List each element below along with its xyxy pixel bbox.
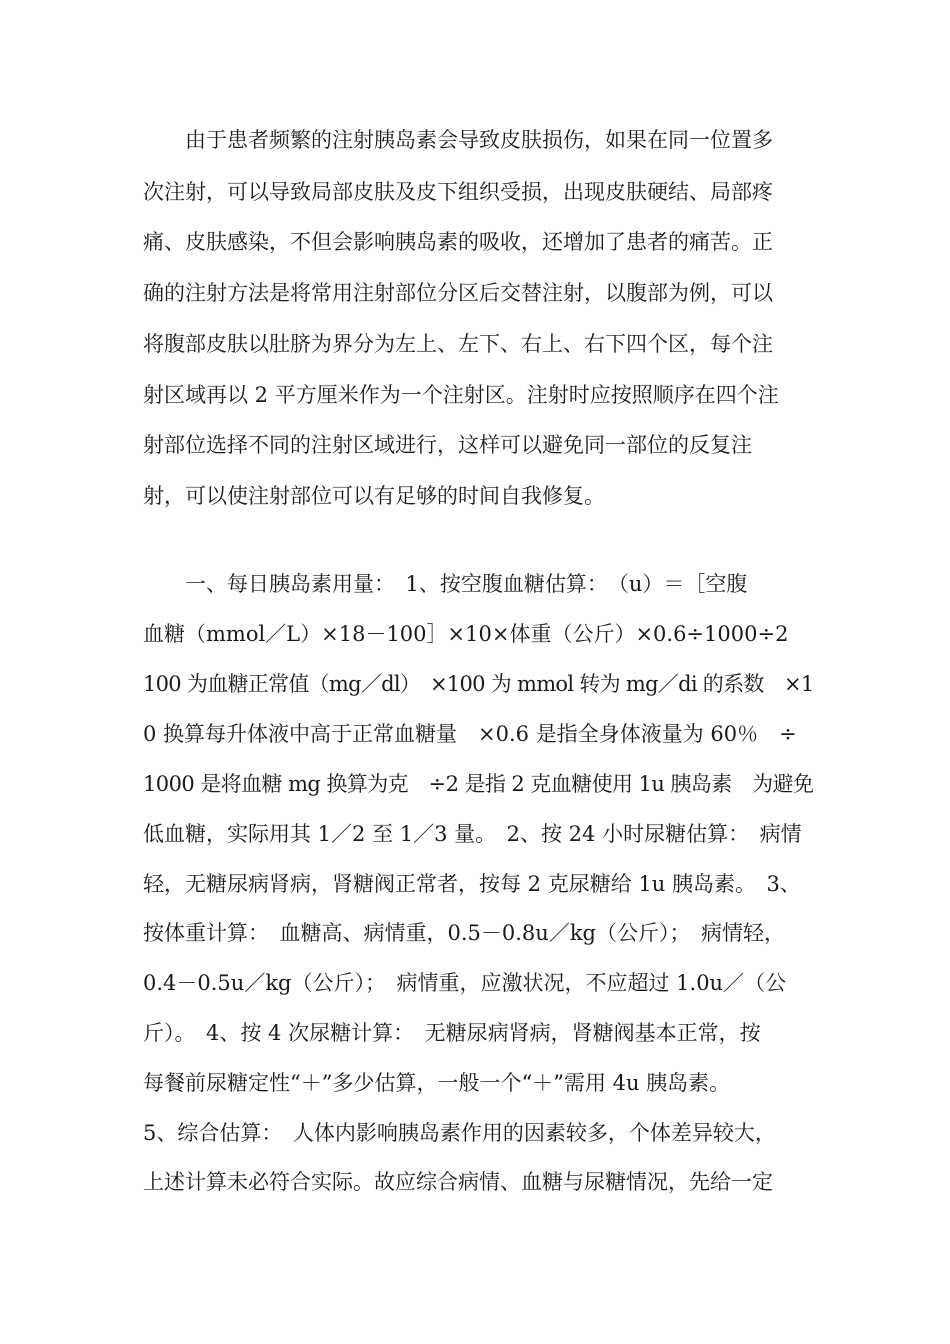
paragraph-2-line-1: 一、每日胰岛素用量： 1、按空腹血糖估算： （u）＝［空腹 [143, 572, 748, 596]
paragraph-2-line-10: 斤）。 4、按 4 次尿糖计算： 无糖尿病肾病，肾糖阀基本正常，按 [143, 1021, 761, 1045]
paragraph-1-line-7: 射部位选择不同的注射区域进行，这样可以避免同一部位的反复注 [143, 433, 752, 457]
paragraph-2-line-9: 0.4－0.5u／kg（公斤）； 病情重，应激状况，不应超过 1.0u／（公 [143, 971, 787, 995]
paragraph-2-line-3: 100 为血糖正常值（mg／dl） ×100 为 mmol 转为 mg／di 的系数 ×1 [143, 672, 813, 696]
paragraph-1-line-4: 确的注射方法是将常用注射部位分区后交替注射，以腹部为例，可以 [143, 281, 773, 305]
paragraph-2-line-6: 低血糖，实际用其 1／2 至 1／3 量。 2、按 24 小时尿糖估算： 病情 [143, 822, 802, 846]
paragraph-1-line-2: 次注射，可以导致局部皮肤及皮下组织受损，出现皮肤硬结、局部疼 [143, 180, 773, 204]
paragraph-2-line-4: 0 换算每升体液中高于正常血糖量 ×0.6 是指全身体液量为 60％ ÷ [143, 722, 797, 746]
paragraph-2-line-7: 轻，无糖尿病肾病，肾糖阀正常者，按每 2 克尿糖给 1u 胰岛素。 3、 [143, 872, 801, 896]
paragraph-2-line-8: 按体重计算： 血糖高、病情重，0.5－0.8u／kg（公斤）； 病情轻， [143, 921, 785, 945]
paragraph-1-line-5: 将腹部皮肤以肚脐为界分为左上、左下、右上、右下四个区，每个注 [143, 332, 773, 356]
paragraph-1-line-3: 痛、皮肤感染，不但会影响胰岛素的吸收，还增加了患者的痛苦。正 [143, 230, 773, 254]
paragraph-1-line-6: 射区域再以 2 平方厘米作为一个注射区。注射时应按照顺序在四个注 [143, 383, 779, 407]
paragraph-2-line-2: 血糖（mmol／L）×18－100］×10×体重（公斤）×0.6÷1000÷2 [143, 622, 789, 646]
paragraph-2-line-11: 每餐前尿糖定性“＋”多少估算，一般一个“＋”需用 4u 胰岛素。 [143, 1071, 731, 1095]
paragraph-2-line-13: 上述计算未必符合实际。故应综合病情、血糖与尿糖情况，先给一定 [143, 1170, 773, 1194]
paragraph-2-line-5: 1000 是将血糖 mg 换算为克 ÷2 是指 2 克血糖使用 1u 胰岛素 为避免 [143, 772, 813, 796]
paragraph-2-line-12: 5、综合估算： 人体内影响胰岛素作用的因素较多，个体差异较大， [143, 1121, 776, 1145]
paragraph-1-line-8: 射，可以使注射部位可以有足够的时间自我修复。 [143, 484, 605, 508]
paragraph-1-line-1: 由于患者频繁的注射胰岛素会导致皮肤损伤，如果在同一位置多 [143, 128, 773, 152]
